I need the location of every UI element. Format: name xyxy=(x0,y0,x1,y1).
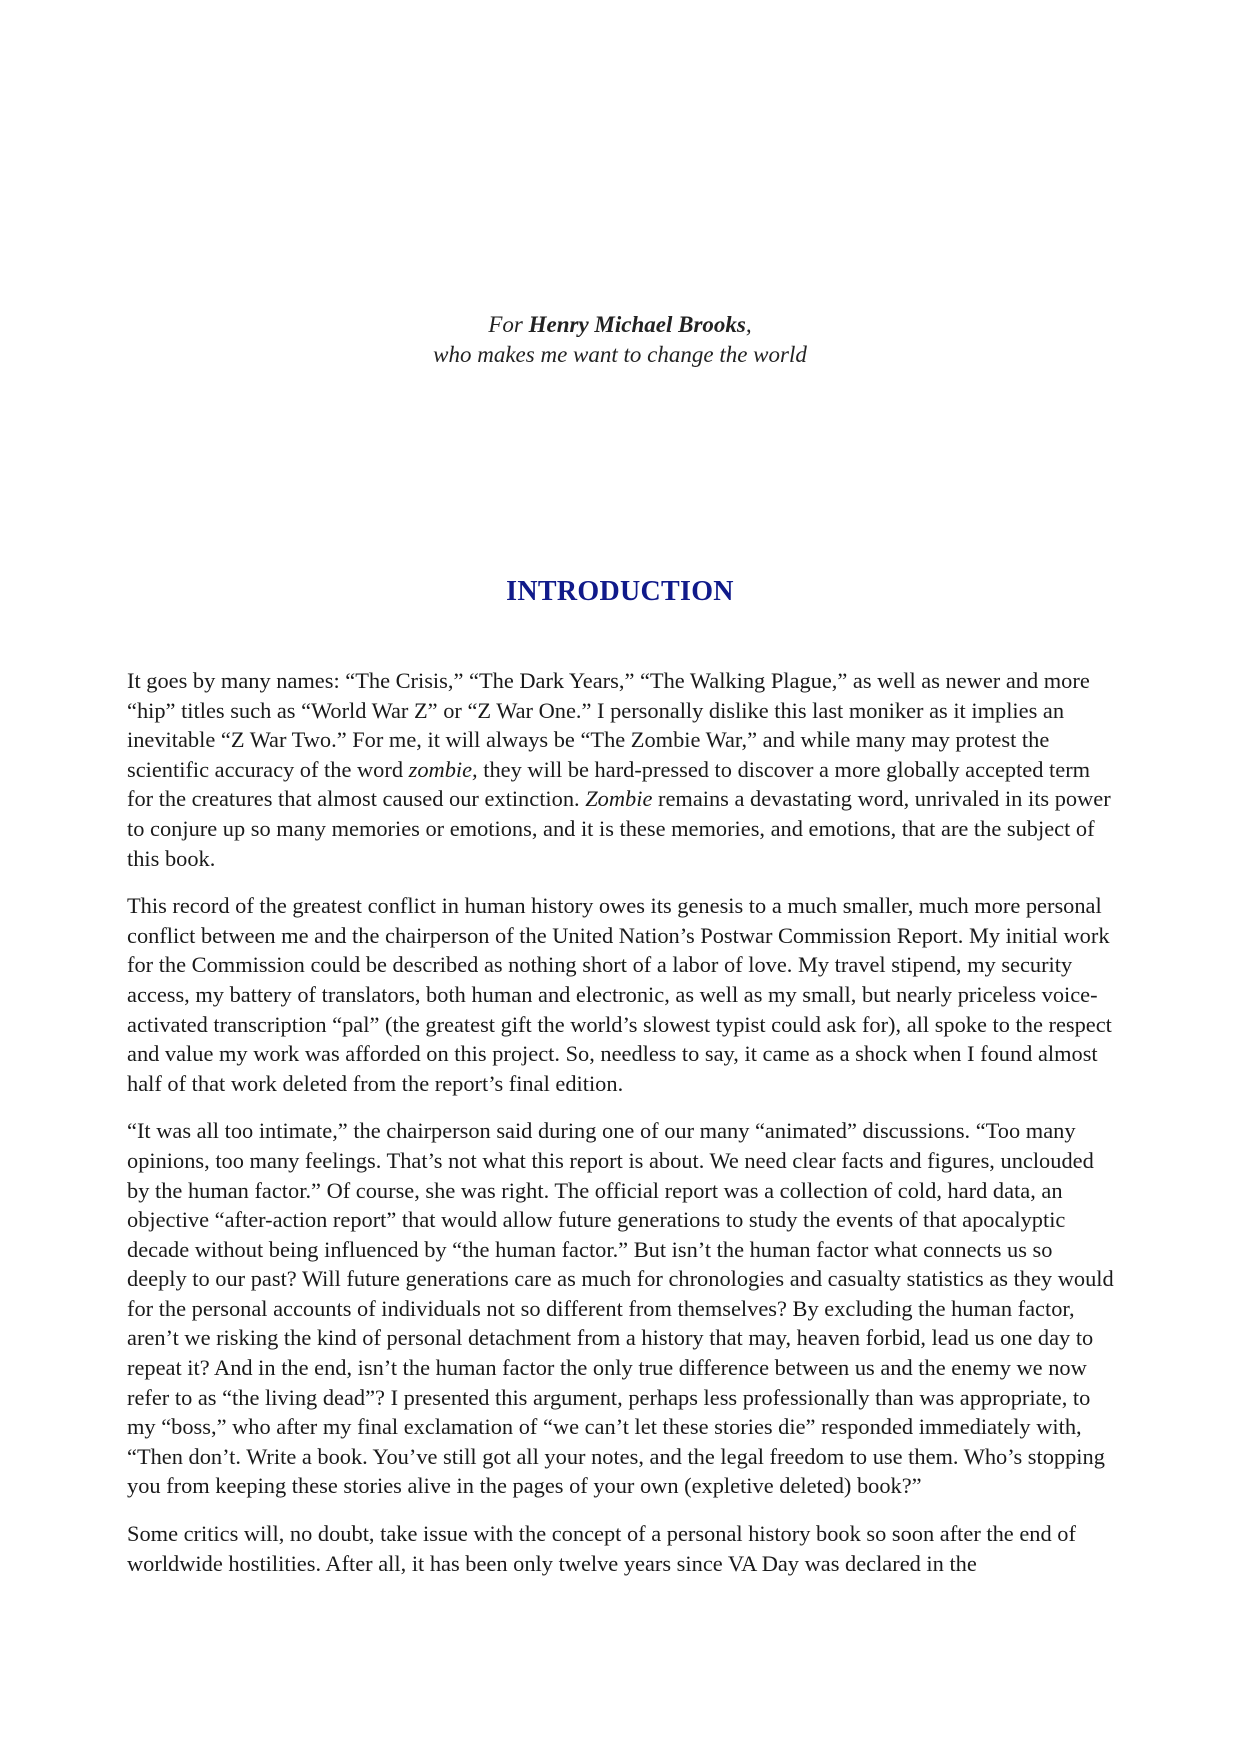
dedication-suffix: , xyxy=(745,312,752,337)
paragraph-3: “It was all too intimate,” the chairperson said during one of our many “animated” discussions. “Too many opinions, too many feelings. That’s not what this report is about. We need clear facts and figures, unclouded by the human factor.” Of course, she was right. The official report was a collection of cold, hard data, an objective “after-action report” that would allow future generations to study the events of that apocalyptic decade without being influenced by “the human factor.” But isn’t the human factor what connects us so deeply to our past? Will future generations care as much for chronologies and casualty statistics as they would for the personal accounts of individuals not so different from themselves? By excluding the human factor, aren’t we risking the kind of personal detachment from a history that may, heaven forbid, lead us one day to repeat it? And in the end, isn’t the human factor the only true difference between us and the enemy we now refer to as “the living dead”? I presented this argument, perhaps less professionally than was appropriate, to my “boss,” who after my final exclamation of “we can’t let these stories die” responded immediately with, “Then don’t. Write a book. You’ve still got all your notes, and the legal freedom to use them. Who’s stopping you from keeping these stories alive in the pages of your own (expletive deleted) book?” xyxy=(127,1118,1114,1499)
dedication-prefix: For xyxy=(488,312,529,337)
dedication xyxy=(0,310,1240,370)
paragraph-1-emphasis-zombie: zombie, xyxy=(408,756,478,782)
dedication-line-2: who makes me want to change the world xyxy=(433,342,807,367)
paragraph-4: Some critics will, no doubt, take issue with the concept of a personal history book so soon after the end of worldwide hostilities. After all, it has been only twelve years since VA Day was declared in the xyxy=(127,1521,1076,1576)
paragraph-1 xyxy=(127,666,1117,873)
chapter-title: INTRODUCTION xyxy=(506,576,734,607)
paragraph-1-part-c: remains a devastating word, unrivaled in its power to conjure up so many memories or emotions, and it is these memories, and emotions, that are the subject of this book. xyxy=(127,786,1111,871)
paragraph-1-emphasis-zombie-2: Zombie xyxy=(585,786,653,812)
body-text xyxy=(127,666,1117,1596)
paragraph-1-part-a: It goes by many names: “The Crisis,” “The Dark Years,” “The Walking Plague,” as well as newer and more “hip” titles such as “World War Z” or “Z War One.” I personally dislike this last moniker as it implies an inevitable “Z War Two.” For me, it will always be “The Zombie War,” and while many may protest the scientific accuracy of the word xyxy=(127,668,1090,782)
paragraph-2: This record of the greatest conflict in human history owes its genesis to a much smaller, much more personal conflict between me and the chairperson of the United Nation’s Postwar Commission Report. My initial work for the Commission could be described as nothing short of a labor of love. My travel stipend, my security access, my battery of translators, both human and electronic, as well as my small, but nearly priceless voice-activated transcription “pal” (the greatest gift the world’s slowest typist could ask for), all spoke to the respect and value my work was afforded on this project. So, needless to say, it came as a shock when I found almost half of that work deleted from the report’s final edition. xyxy=(127,893,1112,1096)
dedication-line-1 xyxy=(0,310,1240,340)
paragraph-1-part-b: they will be hard-pressed to discover a more globally accepted term for the creatures that almost caused our extinction. xyxy=(127,756,1091,812)
dedication-name: Henry Michael Brooks xyxy=(528,312,746,337)
